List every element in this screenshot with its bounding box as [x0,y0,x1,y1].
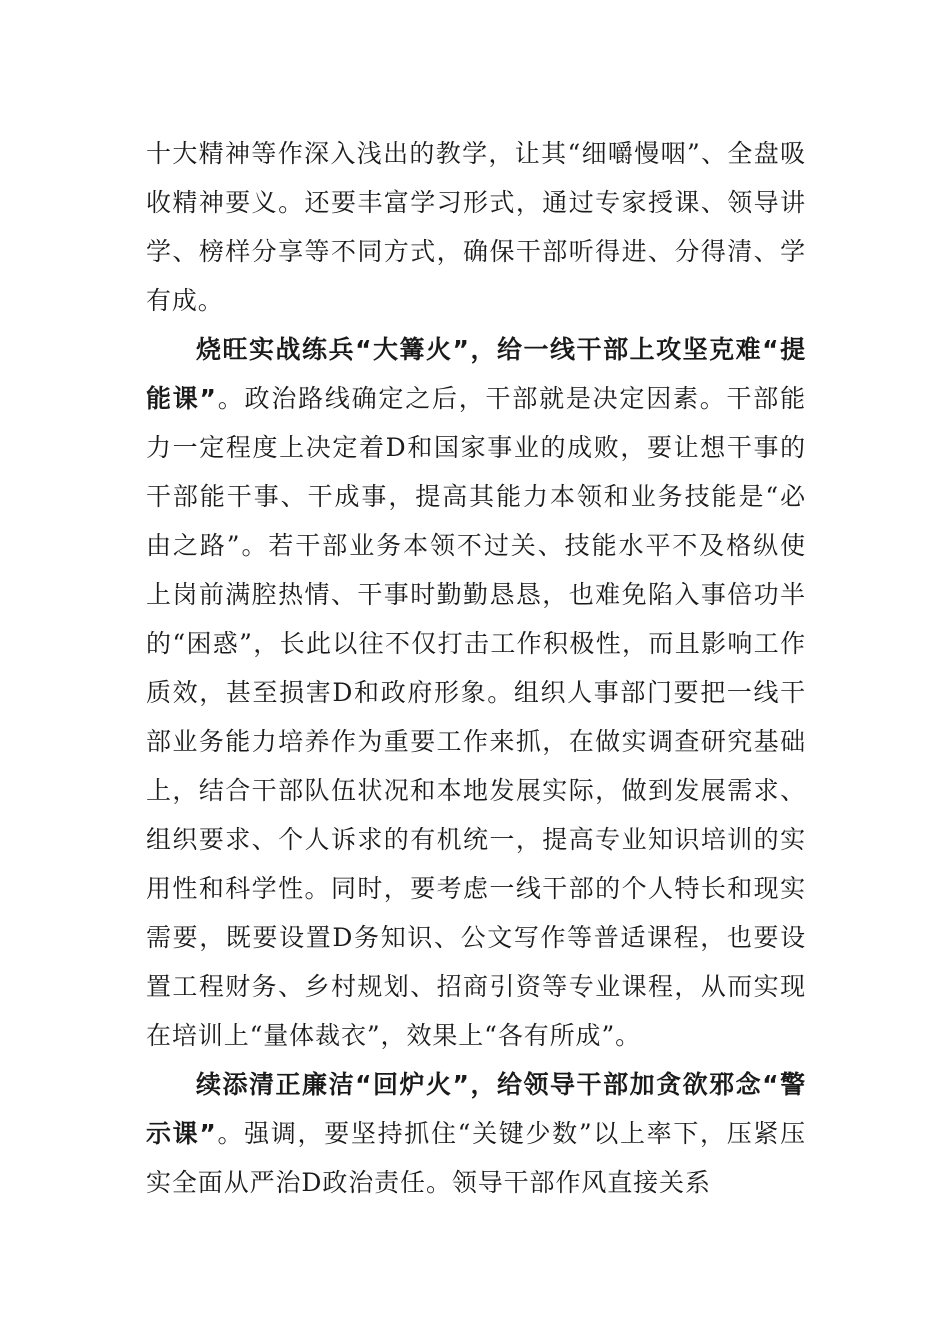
paragraph-heading: 续添清正廉洁“回炉火”，给领导干部加贪欲邪念“警示课” [146,1070,806,1148]
paragraph-continuation [146,129,806,325]
document-body [146,129,806,1207]
paragraph-text: 。政治路线确定之后，干部就是决定因素。干部能力一定程度上决定着D和国家事业的成败，要让想干事的干部能干事、干成事，提高其能力本领和业务技能是“必由之路”。若干部业务本领不过关、技能水平不及格纵使上岗前满腔热情、干事时勤勤恳恳，也难免陷入事倍功半的“困惑”，长此以往不仅打击工作积极性，而且影响工作质效，甚至损害D和政府形象。组织人事部门要把一线干部业务能力培养作为重要工作来抓，在做实调查研究基础上，结合干部队伍状况和本地发展实际，做到发展需求、组织要求、个人诉求的有机统一，提高专业知识培训的实用性和科学性。同时，要考虑一线干部的个人特长和现实需要，既要设置D务知识、公文写作等普适课程，也要设置工程财务、乡村规划、招商引资等专业课程，从而实现在培训上“量体裁衣”，效果上“各有所成”。 [146,384,806,1050]
paragraph-training-skills [146,325,806,1060]
paragraph-text: 。强调，要坚持抓住“关键少数”以上率下，压紧压实全面从严治D政治责任。领导干部作风直接关系 [146,1119,806,1197]
paragraph-heading: 烧旺实战练兵“大篝火”，给一线干部上攻坚克难“提能课” [146,335,806,413]
paragraph-integrity-warning [146,1060,806,1207]
paragraph-text: 十大精神等作深入浅出的教学，让其“细嚼慢咽”、全盘吸收精神要义。还要丰富学习形式，通过专家授课、领导讲学、榜样分享等不同方式，确保干部听得进、分得清、学有成。 [146,139,806,315]
